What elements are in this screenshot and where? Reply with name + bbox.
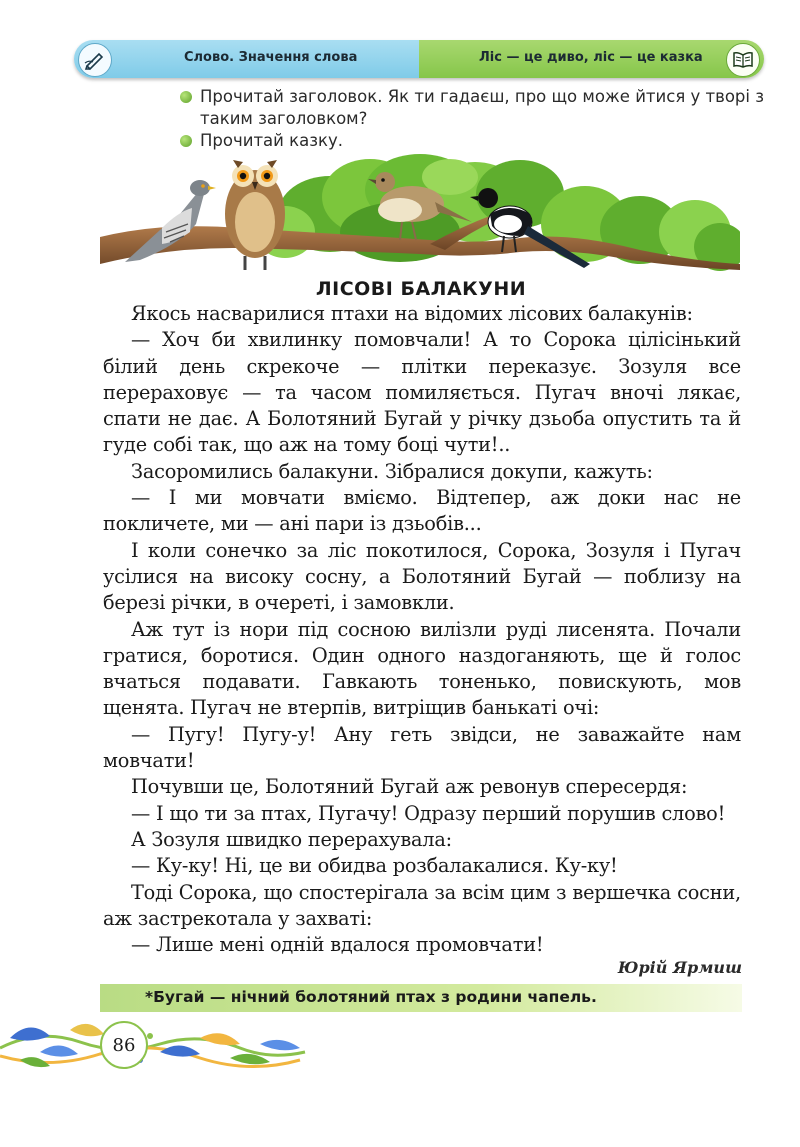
story-paragraph: — І ми мовчати вміємо. Відтепер, аж доки нас не покличете, ми — ані пари із дзьобів...	[103, 486, 741, 536]
floral-ornament	[0, 1008, 310, 1078]
header-topic-title: Ліс — це диво, ліс — це казка	[479, 50, 703, 65]
story-paragraph: Якось насварилися птахи на відомих лісових балакунів:	[131, 302, 693, 325]
story-paragraph: — Хоч би хвилинку помовчали! А то Сорока цілісінький білий день скрекоче — плітки переказує. Зозуля все перераховує — та часом помиляється. Пугач вночі лякає, спати не дає. А Болотяний Бугай у річку дзьоба опустить та й гуде собі так, що аж на тому боці чути!..	[103, 328, 741, 457]
page-number: 86	[100, 1021, 148, 1069]
task-text: Прочитай заголовок. Як ти гадаєш, про що може йтися у творі з таким заголовком?	[200, 87, 765, 128]
story-paragraph: — І що ти за птах, Пугачу! Одразу перший порушив слово!	[131, 801, 726, 825]
bullet-icon	[180, 91, 192, 103]
story-paragraph: Засоромились балакуни. Зібралися докупи, кажуть:	[131, 459, 653, 483]
birds-on-branch-illustration	[100, 152, 740, 274]
open-book-icon	[726, 43, 760, 77]
header-section-title: Слово. Значення слова	[184, 50, 358, 65]
task-item	[178, 130, 778, 152]
header-right-section	[419, 40, 764, 78]
task-text: Прочитай казку.	[200, 131, 343, 150]
chapter-header	[74, 40, 764, 78]
header-left-section	[74, 40, 419, 78]
footnote-term: *Бугай	[145, 988, 205, 1006]
task-item	[178, 86, 778, 130]
task-list	[178, 86, 778, 152]
story-paragraph: І коли сонечко за ліс покотилося, Сорока, Зозуля і Пугач усілися на високу сосну, а Болотяний Бугай — поблизу на березі річки, в очереті, і замовкли.	[103, 538, 741, 615]
story-paragraph: — Лише мені одній вдалося промовчати!	[131, 933, 544, 957]
bullet-icon	[180, 135, 192, 147]
story-paragraph: Почувши це, Болотяний Бугай аж ревонув спересердя:	[131, 775, 688, 799]
story-paragraph: — Ку-ку! Ні, це ви обидва розбалакалися. Ку-ку!	[131, 854, 618, 878]
story-title: ЛІСОВІ БАЛАКУНИ	[315, 278, 527, 300]
footnote-definition: — нічний болотяний птах з родини чапель.	[204, 988, 597, 1006]
story-paragraph: А Зозуля швидко перерахувала:	[131, 827, 452, 851]
story-paragraph: Тоді Сорока, що спостерігала за всім цим з вершечка сосни, аж застрекотала у захваті:	[103, 880, 741, 930]
story-text	[103, 301, 741, 958]
story-paragraph: — Пугу! Пугу-у! Ану геть звідси, не заважайте нам мовчати!	[103, 722, 741, 773]
story-paragraph: Аж тут із нори під сосною вилізли руді лисенята. Почали гратися, боротися. Один одного наздоганяють, ще й голос вчаться подавати. Гавкають тоненько, повискують, мов щенята. Пугач не втерпів, витріщив банькаті очі:	[103, 617, 741, 720]
pen-writing-icon	[78, 43, 112, 77]
story-author: Юрій Ярмиш	[617, 958, 742, 977]
footnote	[145, 988, 597, 1006]
